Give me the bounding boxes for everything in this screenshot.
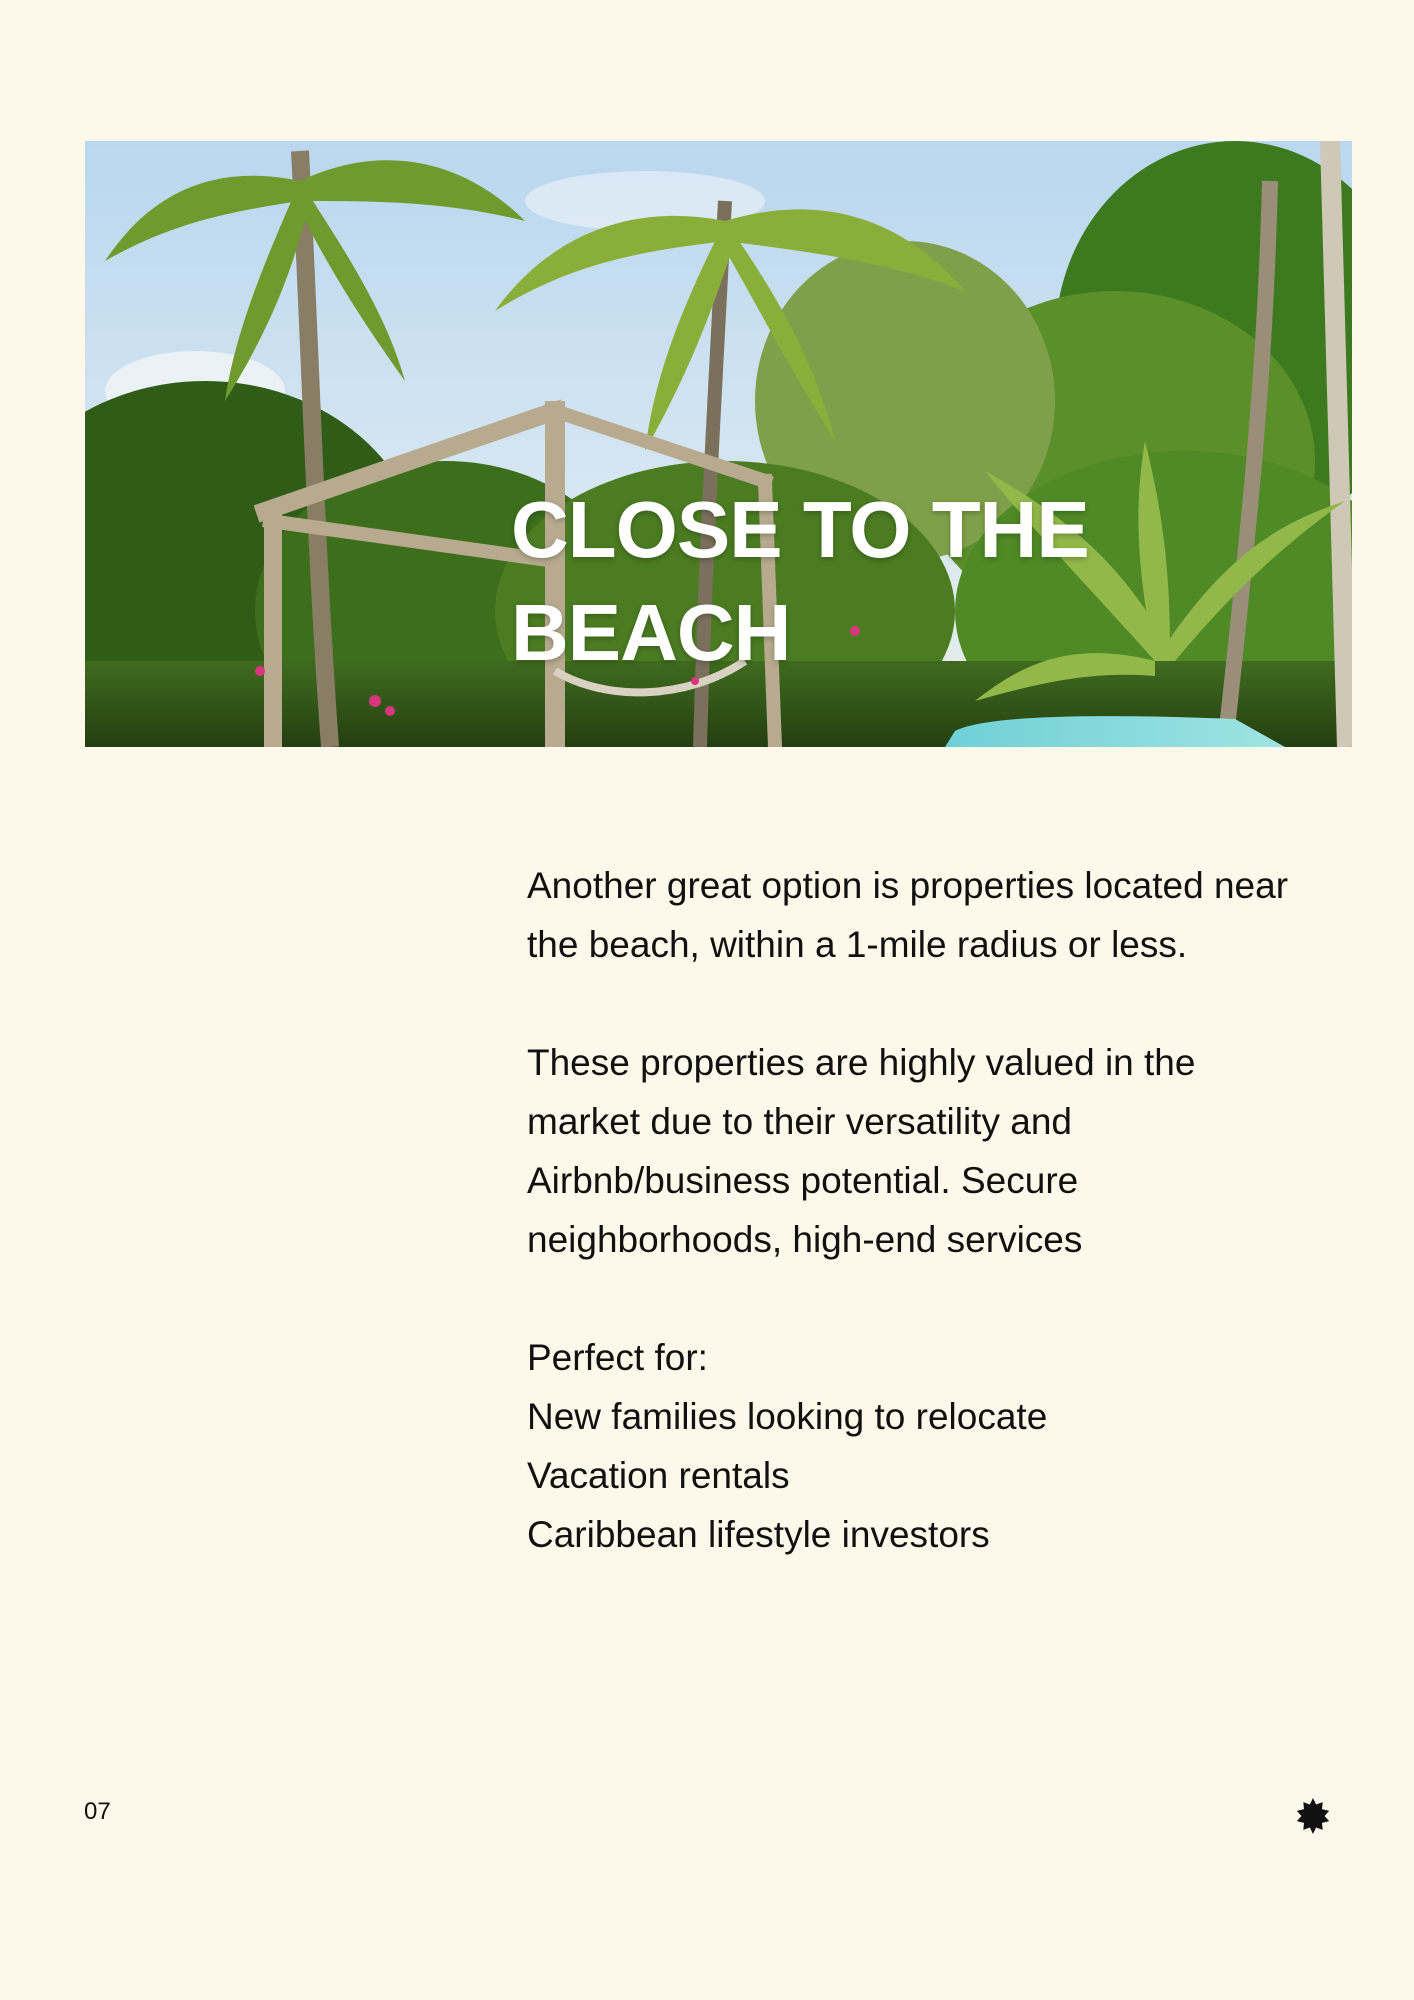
intro-line-1: Another great option is properties located near [527, 865, 1289, 906]
list-item: Caribbean lifestyle investors [527, 1514, 990, 1555]
list-item: Vacation rentals [527, 1455, 790, 1496]
value-line-1: These properties are highly valued in the [527, 1042, 1196, 1083]
intro-line-2: the beach, within a 1-mile radius or less. [527, 924, 1188, 965]
body-text [527, 856, 1347, 1564]
perfect-for-heading: Perfect for: [527, 1337, 708, 1378]
intro-paragraph [527, 856, 1347, 974]
value-paragraph [527, 1033, 1347, 1269]
hero-title [511, 478, 1151, 684]
perfect-for-list [527, 1328, 1347, 1564]
value-line-4: neighborhoods, high-end services [527, 1219, 1083, 1260]
page-number: 07 [84, 1798, 111, 1825]
starburst-icon [1294, 1797, 1332, 1835]
hero-image [85, 141, 1352, 747]
hero-title-line-1: CLOSE TO THE [511, 485, 1089, 574]
value-line-2: market due to their versatility and [527, 1101, 1072, 1142]
list-item: New families looking to relocate [527, 1396, 1048, 1437]
hero-title-line-2: BEACH [511, 588, 791, 677]
value-line-3: Airbnb/business potential. Secure [527, 1160, 1079, 1201]
